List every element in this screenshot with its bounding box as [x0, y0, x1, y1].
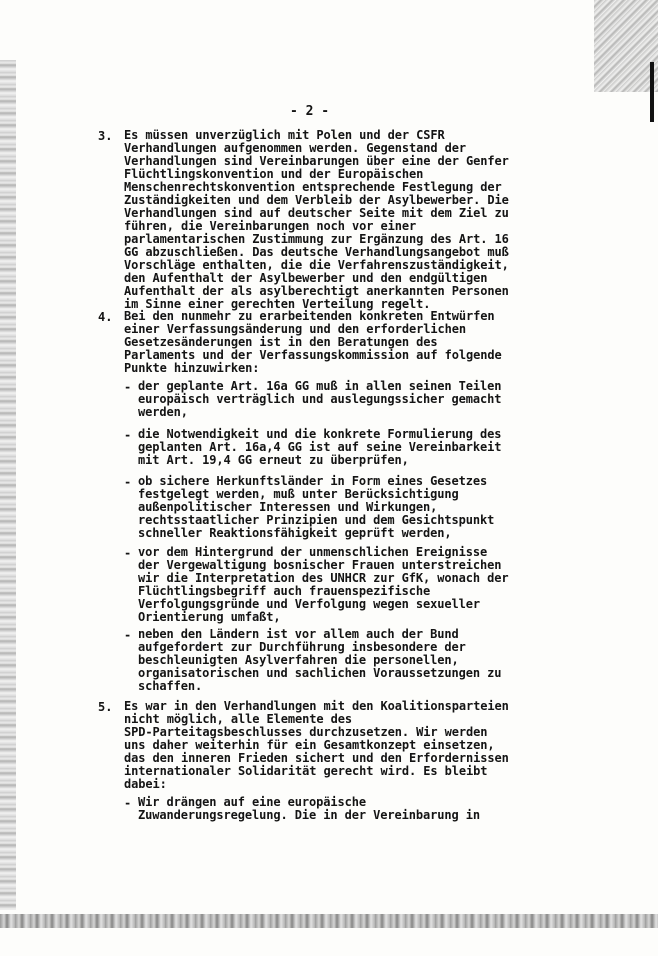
- text-line: Es war in den Verhandlungen mit den Koalitionsparteien: [124, 699, 509, 713]
- text-line: Verfolgungsgründe und Verfolgung wegen sexueller: [138, 597, 480, 611]
- item-4-paragraph: [124, 310, 502, 375]
- text-line: einer Verfassungsänderung und den erforderlichen: [124, 322, 466, 336]
- item-4-bullet-2: [138, 428, 501, 467]
- text-line: Gesetzesänderungen ist in den Beratungen des: [124, 335, 438, 349]
- text-line: organisatorischen und sachlichen Voraussetzungen zu: [138, 666, 502, 680]
- text-line: Bei den nunmehr zu erarbeitenden konkreten Entwürfen: [124, 309, 495, 323]
- text-line: Wir drängen auf eine europäische: [138, 795, 366, 809]
- text-line: der geplante Art. 16a GG muß in allen seinen Teilen: [138, 379, 502, 393]
- text-line: aufgefordert zur Durchführung insbesondere der: [138, 640, 466, 654]
- text-line: schaffen.: [138, 679, 203, 693]
- item-4-number: 4.: [98, 310, 113, 324]
- item-3-paragraph: [124, 129, 509, 311]
- text-line: der Vergewaltigung bosnischer Frauen unterstreichen: [138, 558, 502, 572]
- text-line: Verhandlungen sind auf deutscher Seite mit dem Ziel zu: [124, 206, 509, 220]
- text-line: Vorschläge enthalten, die die Verfahrenszuständigkeit,: [124, 258, 509, 272]
- item-4-bullet-3: [138, 475, 494, 540]
- item-4-bullet-4: [138, 546, 508, 624]
- scan-corner-bar: [650, 62, 654, 122]
- text-line: dabei:: [124, 777, 167, 791]
- text-line: Aufenthalt der als asylberechtigt anerkannten Personen: [124, 284, 509, 298]
- text-line: parlamentarischen Zustimmung zur Ergänzung des Art. 16: [124, 232, 509, 246]
- item-5-number: 5.: [98, 700, 113, 714]
- text-line: Flüchtlingsbegriff auch frauenspezifische: [138, 584, 431, 598]
- page-number: - 2 -: [290, 104, 330, 119]
- text-line: Zuständigkeiten und dem Verbleib der Asylbewerber. Die: [124, 193, 509, 207]
- text-line: Punkte hinzuwirken:: [124, 361, 260, 375]
- item-4-bullet-5: [138, 628, 501, 693]
- text-line: beschleunigten Asylverfahren die personellen,: [138, 653, 459, 667]
- text-line: vor dem Hintergrund der unmenschlichen Ereignisse: [138, 545, 488, 559]
- text-line: europäisch verträglich und auslegungssicher gemacht: [138, 392, 502, 406]
- text-line: Menschenrechtskonvention entsprechende Festlegung der: [124, 180, 502, 194]
- scan-edge-bottom: [0, 914, 658, 928]
- text-line: außenpolitischer Interessen und Wirkungen,: [138, 500, 438, 514]
- item-4-bullet-1: [138, 380, 501, 419]
- bullet-dash: -: [124, 628, 132, 642]
- text-line: Parlaments und der Verfassungskommission auf folgende: [124, 348, 502, 362]
- scan-edge-left: [0, 60, 16, 910]
- bullet-dash: -: [124, 428, 132, 442]
- bullet-dash: -: [124, 796, 132, 810]
- text-line: Zuwanderungsregelung. Die in der Vereinbarung in: [138, 808, 480, 822]
- text-line: die Notwendigkeit und die konkrete Formulierung des: [138, 427, 502, 441]
- text-line: Verhandlungen aufgenommen werden. Gegenstand der: [124, 141, 466, 155]
- text-line: Es müssen unverzüglich mit Polen und der CSFR: [124, 128, 445, 142]
- text-line: wir die Interpretation des UNHCR zur GfK, wonach der: [138, 571, 509, 585]
- item-5-bullet-1: [138, 796, 480, 822]
- text-line: nicht möglich, alle Elemente des: [124, 712, 352, 726]
- item-3-number: 3.: [98, 129, 113, 143]
- text-line: ob sichere Herkunftsländer in Form eines Gesetzes: [138, 474, 488, 488]
- bullet-dash: -: [124, 546, 132, 560]
- text-line: das den inneren Frieden sichert und den Erfordernissen: [124, 751, 509, 765]
- text-line: SPD-Parteitagsbeschlusses durchzusetzen. Wir werden: [124, 725, 488, 739]
- scan-corner-noise: [594, 0, 658, 92]
- text-line: internationaler Solidarität gerecht wird. Es bleibt: [124, 764, 488, 778]
- text-line: schneller Reaktionsfähigkeit geprüft werden,: [138, 526, 452, 540]
- text-line: geplanten Art. 16a,4 GG ist auf seine Vereinbarkeit: [138, 440, 502, 454]
- text-line: festgelegt werden, muß unter Berücksichtigung: [138, 487, 459, 501]
- text-line: im Sinne einer gerechten Verteilung regelt.: [124, 297, 431, 311]
- text-line: GG abzuschließen. Das deutsche Verhandlungsangebot muß: [124, 245, 509, 259]
- text-line: werden,: [138, 405, 188, 419]
- text-line: Verhandlungen sind Vereinbarungen über eine der Genfer: [124, 154, 509, 168]
- text-line: Orientierung umfaßt,: [138, 610, 281, 624]
- text-line: rechtsstaatlicher Prinzipien und dem Gesichtspunkt: [138, 513, 495, 527]
- text-line: neben den Ländern ist vor allem auch der Bund: [138, 627, 459, 641]
- text-line: führen, die Vereinbarungen noch vor einer: [124, 219, 417, 233]
- bullet-dash: -: [124, 475, 132, 489]
- text-line: den Aufenthalt der Asylbewerber und den endgültigen: [124, 271, 488, 285]
- item-5-paragraph: [124, 700, 509, 791]
- text-line: mit Art. 19,4 GG erneut zu überprüfen,: [138, 453, 409, 467]
- text-line: Flüchtlingskonvention und der Europäischen: [124, 167, 424, 181]
- text-line: uns daher weiterhin für ein Gesamtkonzept einsetzen,: [124, 738, 495, 752]
- bullet-dash: -: [124, 380, 132, 394]
